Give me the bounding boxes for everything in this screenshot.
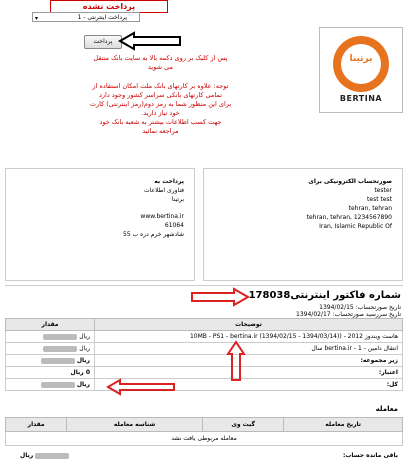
bill-to-line5: Iran, Islamic Republic Of — [319, 223, 392, 230]
bill-to-card — [203, 168, 403, 281]
col-tx-id: شناسه معامله — [67, 418, 203, 432]
bill-to-line1: tester — [374, 187, 392, 194]
card-note: توجه: علاوه بر کارتهای بانک ملت امکان استفاده از تمامی کارتهای بانکی سراسر کشور وجود دارد برای این منظور شما به رمز دوم(رمز اینترنتی) کارت خود نیاز دارید. جهت کسب اطلاعات بیشتر به شعبه بانک خود مراجعه نمائید — [89, 82, 232, 135]
pay-to-address: شادشهر خرم دره ب 55 — [123, 231, 184, 238]
col-description: توضیحات — [95, 319, 403, 331]
col-tx-gateway: گیت وی — [202, 418, 283, 432]
invoice-due-date: تاریخ سررسید صورتحساب: 1394/02/17 — [296, 311, 401, 318]
credit-row — [6, 367, 403, 379]
invoice-date: تاریخ صورتحساب: 1394/02/15 — [319, 304, 401, 311]
invoice-title: شماره فاکتور اینترنتی178038 — [248, 290, 401, 301]
credit-value: 0 ریال — [6, 367, 95, 379]
annotation-arrow-pay — [120, 31, 210, 51]
pay-to-line1: فناوری اطلاعات — [144, 187, 184, 194]
payment-gateway-select[interactable] — [32, 12, 140, 22]
gateway-option-text: پرداخت اینترنتی - 1 — [77, 14, 127, 21]
transactions-table — [5, 417, 403, 446]
total-value: ریال — [6, 379, 95, 391]
row-amount: ریال — [6, 343, 95, 355]
pay-to-code: 61064 — [164, 222, 184, 229]
row-description: هاست ویندوز 2012 - (10MB - PS1 - bertina.ir (1394/02/15 - 1394/03/14) — [95, 331, 403, 343]
chevron-down-icon: ▾ — [35, 15, 39, 22]
annotation-arrow-invoice — [190, 288, 250, 306]
bertina-logo: برتینا BERTINA — [319, 27, 403, 113]
credit-label: اعتبار: — [95, 367, 403, 379]
row-description: انتقال دامین - 1 - bertina.ir سال — [95, 343, 403, 355]
transactions-title: معامله — [375, 405, 398, 413]
row-amount: ریال — [6, 331, 95, 343]
total-label: کل: — [95, 379, 403, 391]
redirect-note: پس از کلیک بر روی دکمه بالا به سایت بانک منتقل می شوید — [93, 54, 228, 71]
invoice-items-table — [5, 318, 403, 391]
pay-to-line2: برتینا — [171, 196, 184, 203]
pay-button[interactable]: پرداخت — [84, 35, 122, 49]
divider — [5, 285, 403, 286]
col-tx-date: تاریخ معامله — [284, 418, 403, 432]
bill-to-line4: tehran, tehran, 1234567890 — [306, 214, 392, 221]
subtotal-value: ریال — [6, 355, 95, 367]
subtotal-label: زیر مجموعه: — [95, 355, 403, 367]
annotation-arrow-total — [108, 379, 178, 395]
unpaid-status-badge: پرداخت نشده — [50, 0, 168, 13]
total-row — [6, 379, 403, 391]
pay-to-card — [5, 168, 195, 281]
bill-to-line3: tehran, tehran — [348, 205, 392, 212]
table-row — [6, 331, 403, 343]
col-tx-amount: مقدار — [6, 418, 67, 432]
col-amount: مقدار — [6, 319, 95, 331]
table-row — [6, 343, 403, 355]
subtotal-row — [6, 355, 403, 367]
pay-to-website: www.bertina.ir — [140, 213, 184, 220]
table-row — [6, 432, 403, 446]
bill-to-title: صورتحساب الکترونیکی برای — [308, 178, 392, 185]
pay-to-title: پرداخت به — [154, 178, 184, 185]
logo-circle-icon: برتینا — [333, 36, 389, 92]
bill-to-line2: test test — [367, 196, 392, 203]
balance-value: ریال — [20, 452, 69, 459]
annotation-arrow-up — [226, 342, 246, 382]
balance-label: باقی مانده حساب: — [342, 452, 398, 459]
empty-transactions: معامله مربوطی یافت نشد — [6, 432, 403, 446]
